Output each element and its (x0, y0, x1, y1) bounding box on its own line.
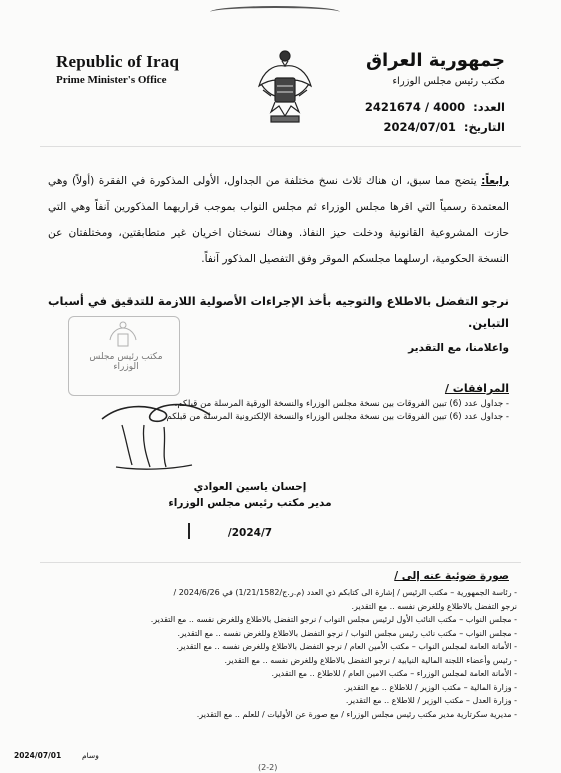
cc-item: - مجلس النواب – مكتب نائب رئيس مجلس النواب / نرجو التفضل بالاطلاع وللغرض نفسه .. مع التقدير. (37, 627, 517, 641)
cc-list (37, 586, 517, 721)
iraq-eagle-emblem-icon (255, 46, 315, 128)
attachments-title: المرافقات / (444, 382, 509, 395)
attachment-item: - جداول عدد (6) تبين الفروقات بين نسخة مجلس الوزراء والنسخة الورقية المرسلة من قبلكم. (129, 398, 509, 411)
paragraph-lead: رابعاً: (481, 175, 509, 187)
cc-item: - رئيس وأعضاء اللجنة المالية النيابية / نرجو التفضل بالاطلاع وللغرض نفسه .. مع التقدير. (37, 654, 517, 668)
closing-text: واعلامنا، مع التقدير (408, 342, 509, 354)
signer-title: مدير مكتب رئيس مجلس الوزراء (168, 497, 332, 509)
cc-item: - وزارة المالية – مكتب الوزير / للاطلاع .. مع التقدير. (37, 681, 517, 695)
cc-item: - رئاسة الجمهورية – مكتب الرئيس / إشارة الى كتابكم ذي العدد (م.ر.ج/1/21/1582) في 2024/6/26 / (37, 586, 517, 600)
request-text: نرجو التفضل بالاطلاع والتوجيه بأخذ الإجراءات الأصولية اللازمة للتدقيق في أسباب التباين. (48, 294, 509, 330)
signer-name: إحسان ياسين العوادي (193, 481, 307, 493)
footer-date: 2024/07/01 (14, 751, 62, 760)
body-paragraph (48, 168, 509, 272)
cc-item: - مديرية سكرتارية مدير مكتب رئيس مجلس الوزراء / مع صورة عن الأوليات / للعلم .. مع التقدير. (37, 708, 517, 722)
separator-line (40, 562, 521, 563)
reference-number-value: 2421674 / 4000 (364, 100, 466, 114)
signer-block (150, 479, 350, 511)
attachment-item: - جداول عدد (6) تبين الفروقات بين نسخة مجلس الوزراء والنسخة الإلكترونية المرسلة من قبلكم. (129, 411, 509, 424)
page-number: (2-2) (258, 763, 278, 772)
date-pen-mark (188, 523, 190, 539)
arabic-title: جمهورية العراق (365, 50, 505, 71)
stamp-emblem-icon (108, 320, 138, 352)
separator-line (40, 146, 521, 147)
reference-date-value: 2024/07/01 (383, 120, 456, 134)
cc-item: - الأمانة العامة لمجلس الوزراء – مكتب الامين العام / للاطلاع .. مع التقدير. (37, 667, 517, 681)
cc-item: - مجلس النواب – مكتب النائب الأول لرئيس مجلس النواب / نرجو التفضل بالاطلاع وللغرض نفسه .. مع التقدير. (37, 613, 517, 627)
stamp-text: مكتب رئيس مجلس الوزراء (89, 352, 163, 372)
cc-item: - الأمانة العامة لمجلس النواب – مكتب الأمين العام / نرجو التفضل بالاطلاع وللغرض نفسه .. مع التقدير. (37, 640, 517, 654)
reference-date: التاريخ: 2024/07/01 (383, 120, 505, 134)
top-ornament (210, 6, 340, 18)
paragraph-text: يتضح مما سبق، ان هناك ثلاث نسخ مختلفة من الجداول، الأولى المذكورة في الفقرة (أولاً) وهي المعتمدة رسمياً التي اقرها مجلس الوزراء ثم مجلس النواب بموجب قراريهما المذكورين آنفاً وهي التي حازت المشروعية القانونية ودخلت حيز النفاذ. وهناك نسختان اخريان غير متطابقتين، ومختلفتان عن النسخة الحكومية، ارسلهما مجلسكم الموقر وفق التفصيل المذكور آنفاً. (48, 175, 509, 265)
footer-initials: وسام (82, 751, 99, 760)
cc-item: - وزارة العدل – مكتب الوزير / للاطلاع .. مع التقدير. (37, 694, 517, 708)
cc-title: صورة ضوئية عنه إلى / (394, 570, 509, 582)
handwritten-signature (92, 395, 222, 475)
english-title: Republic of Iraq (56, 52, 180, 71)
english-subtitle: Prime Minister's Office (56, 74, 167, 86)
reference-number: العدد: 2421674 / 4000 (364, 100, 505, 114)
arabic-subtitle: مكتب رئيس مجلس الوزراء (392, 76, 505, 87)
signer-date: 2024/7/ (227, 527, 273, 539)
cc-item: نرجو التفضل بالاطلاع وللغرض نفسه .. مع التقدير. (351, 601, 517, 611)
